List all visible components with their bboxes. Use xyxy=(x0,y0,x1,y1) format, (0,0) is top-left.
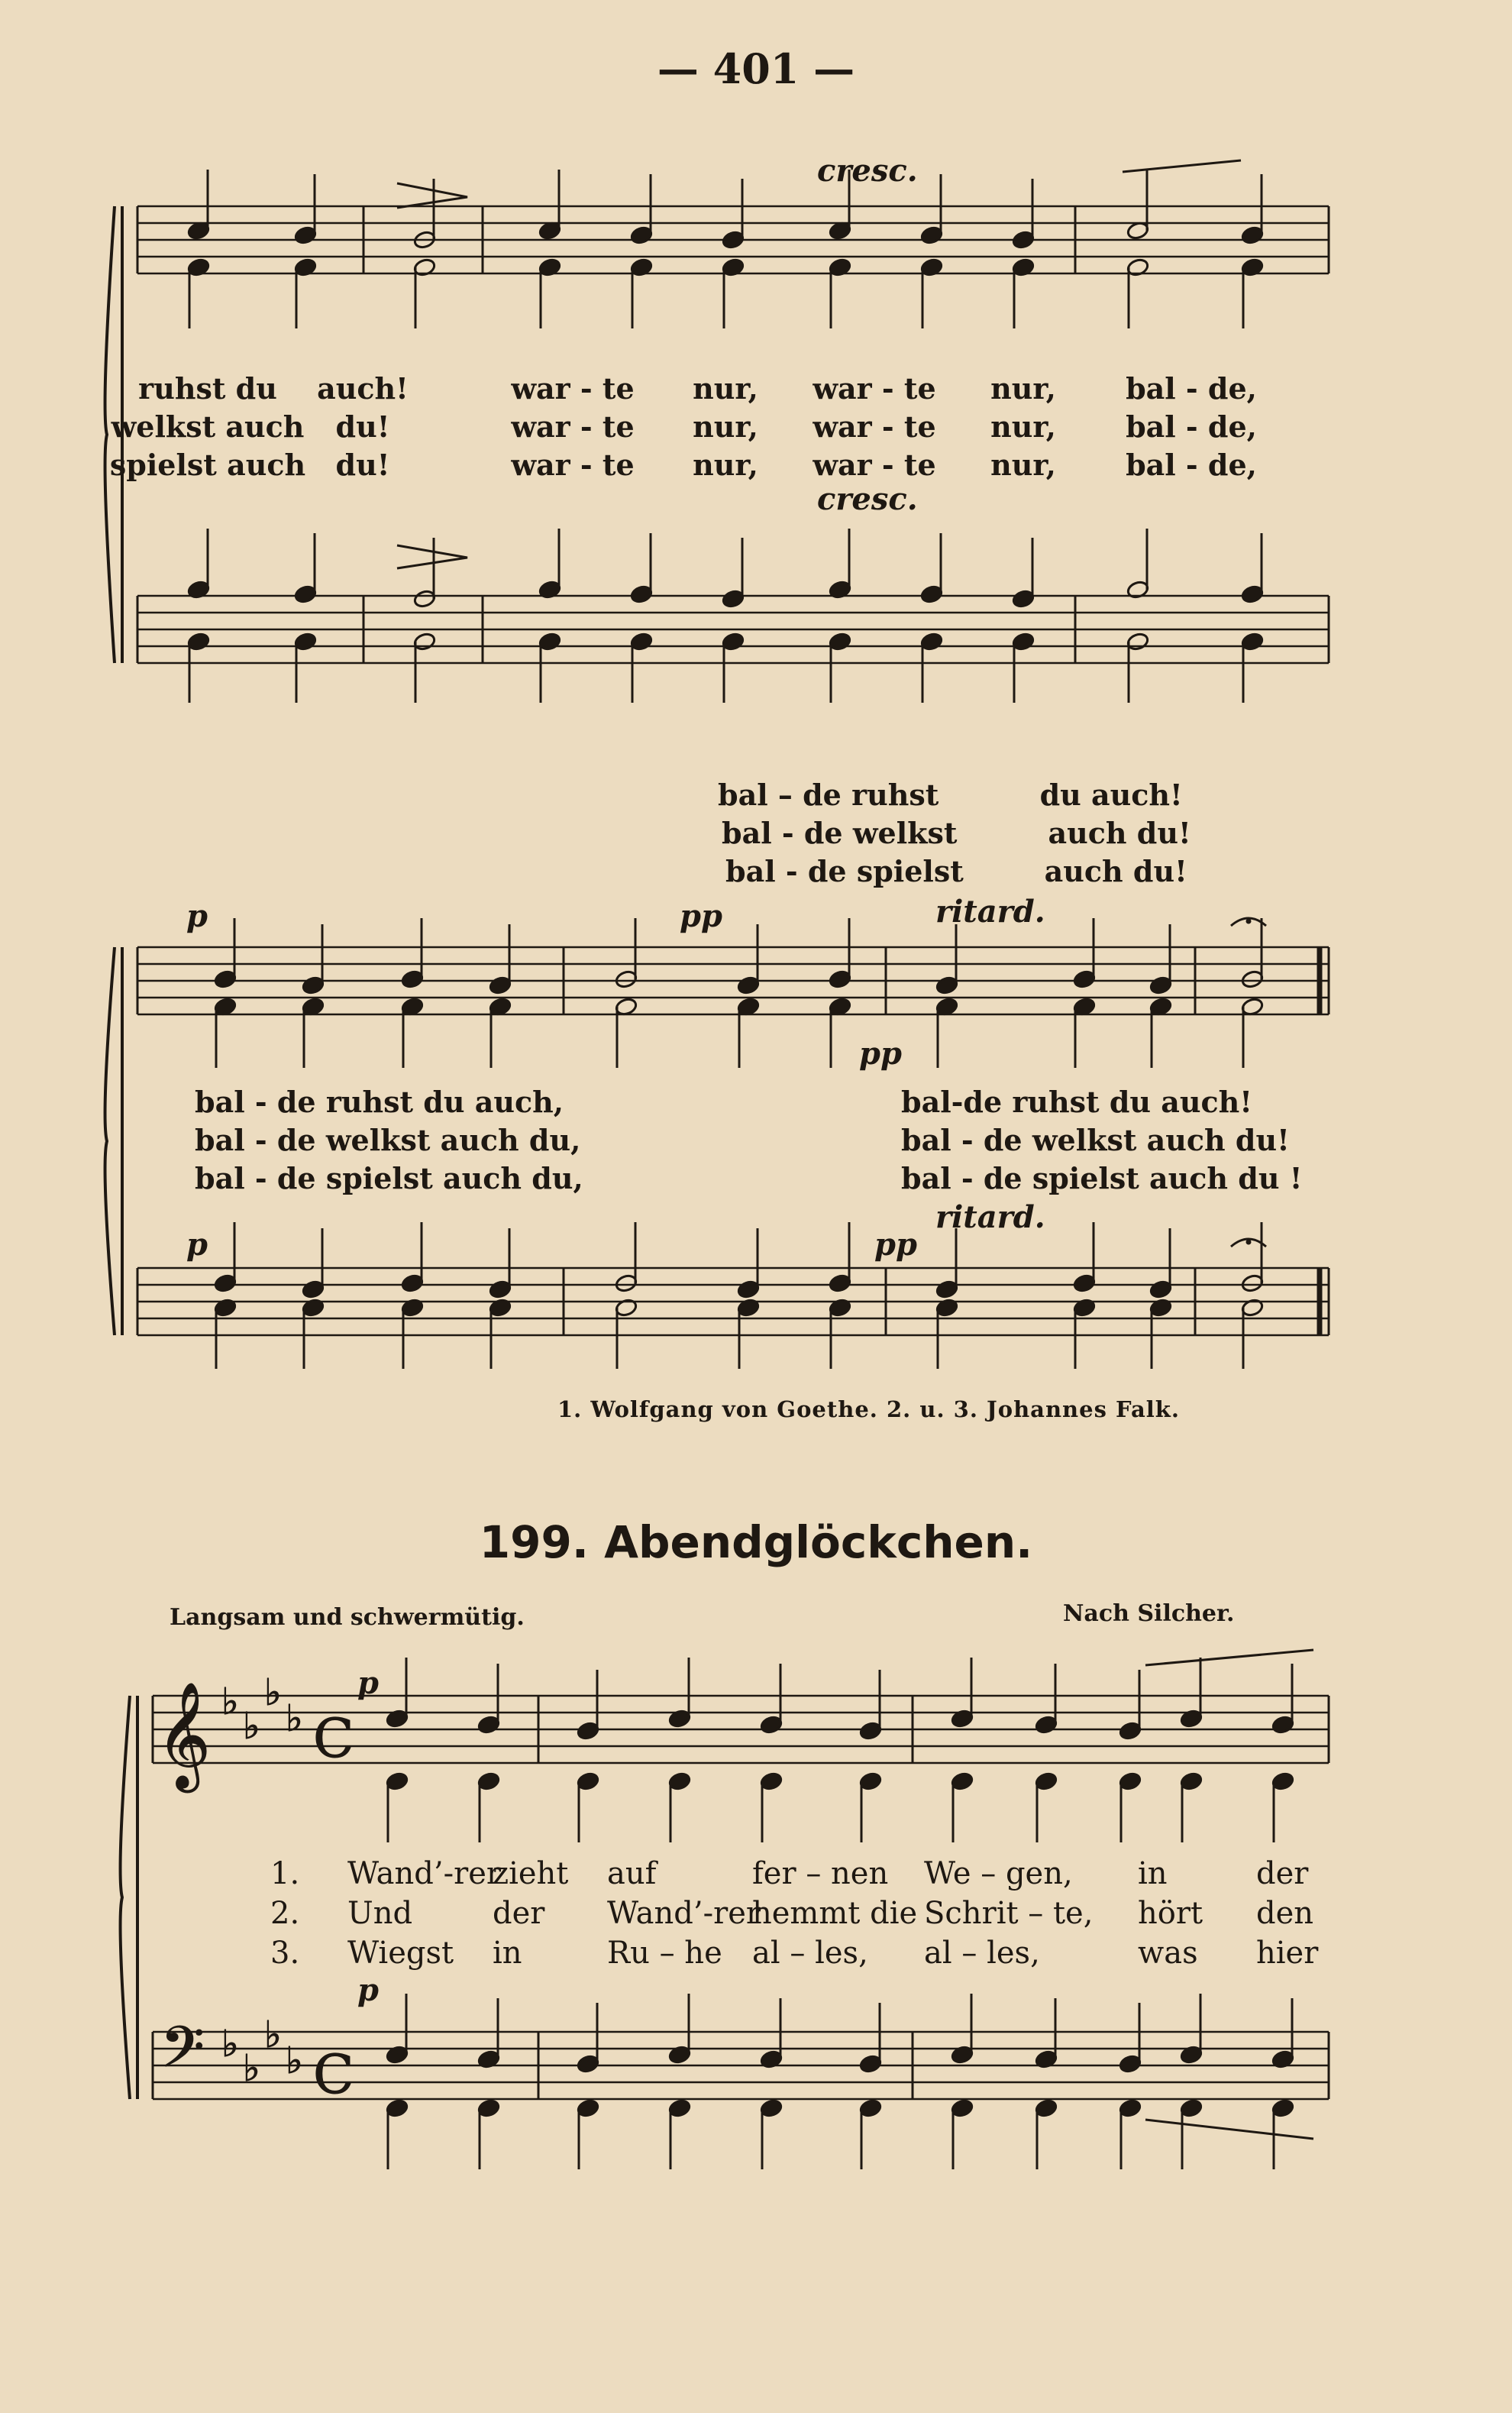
lyric-syllable: war - te xyxy=(511,448,635,482)
common-time-icon: C xyxy=(313,1707,354,1770)
lyric-syllable: war - te xyxy=(511,371,635,406)
ritard-marking: ritard. xyxy=(935,1199,1045,1235)
verse-word: hört xyxy=(1138,1896,1203,1931)
lyric-syllable: du! xyxy=(335,409,390,444)
verse-word: hier xyxy=(1256,1936,1319,1971)
piano-marking: p xyxy=(186,1227,208,1263)
brace xyxy=(105,947,115,1335)
lyric-line: bal - de welkst auch du! xyxy=(722,816,1191,850)
verse-word: in xyxy=(493,1936,522,1971)
verse-word: was xyxy=(1138,1936,1198,1971)
lyric-syllable: bal - de, xyxy=(1126,409,1257,444)
lyricist-credit: 1. Wolfgang von Goethe. 2. u. 3. Johannes Falk. xyxy=(557,1396,1180,1422)
verse-word: al – les, xyxy=(924,1936,1040,1971)
verse-word: Ru – he xyxy=(607,1936,722,1971)
lyric-syllable: welkst auch xyxy=(111,409,305,444)
verse-word: al – les, xyxy=(752,1936,868,1971)
lyric-syllable: bal - de, xyxy=(1126,448,1257,482)
piano-marking: p xyxy=(357,1972,379,2008)
lyric-syllable: nur, xyxy=(990,448,1056,482)
fermata xyxy=(1246,1240,1251,1244)
verse-word: Wand’-rer xyxy=(347,1856,501,1891)
flat-icon: ♭ xyxy=(286,1697,303,1740)
hairpin xyxy=(1145,2120,1313,2139)
verse-word: auf xyxy=(607,1856,657,1891)
lyric-syllable: war - te xyxy=(511,409,635,444)
verse-word: fer – nen xyxy=(752,1856,889,1891)
verse-word: in xyxy=(1138,1856,1168,1891)
bass-clef-icon: 𝄢 xyxy=(160,2014,205,2094)
lyric-syllable: war - te xyxy=(813,409,936,444)
composer-credit: Nach Silcher. xyxy=(1063,1600,1235,1627)
verse-word: der xyxy=(1256,1856,1309,1891)
verse-word: hemmt die xyxy=(752,1896,918,1931)
fermata xyxy=(1246,919,1251,923)
flat-icon: ♭ xyxy=(264,2014,282,2056)
flat-icon: ♭ xyxy=(264,1671,282,1714)
piano-marking: p xyxy=(357,1665,379,1701)
verse-word: Wiegst xyxy=(347,1936,454,1971)
tempo-marking: Langsam und schwermütig. xyxy=(170,1604,525,1631)
lyric-syllable: nur, xyxy=(693,409,758,444)
common-time-icon: C xyxy=(313,2043,354,2106)
flat-icon: ♭ xyxy=(286,2039,303,2082)
flat-icon: ♭ xyxy=(221,1680,239,1723)
ritard-marking: ritard. xyxy=(935,894,1045,930)
verse-word: We – gen, xyxy=(924,1856,1073,1891)
lyric-line: bal - de welkst auch du! xyxy=(901,1123,1290,1157)
cresc-marking: cresc. xyxy=(817,153,918,189)
flat-icon: ♭ xyxy=(243,2047,260,2090)
lyric-syllable: nur, xyxy=(990,409,1056,444)
verse-number: 2. xyxy=(270,1896,300,1931)
verse-word: Schrit – te, xyxy=(924,1896,1094,1931)
lyric-line: bal - de ruhst du auch, xyxy=(195,1085,564,1119)
lyric-syllable: war - te xyxy=(813,448,936,482)
lyric-syllable: nur, xyxy=(693,448,758,482)
flat-icon: ♭ xyxy=(243,1705,260,1748)
verse-number: 1. xyxy=(270,1856,300,1891)
lyric-syllable: ruhst du xyxy=(138,371,277,406)
lyric-syllable: bal - de, xyxy=(1126,371,1257,406)
lyric-line: bal-de ruhst du auch! xyxy=(901,1085,1252,1119)
cresc-marking: cresc. xyxy=(817,481,918,517)
lyric-syllable: war - te xyxy=(813,371,936,406)
flat-icon: ♭ xyxy=(221,2023,239,2065)
lyric-syllable: auch! xyxy=(317,371,409,406)
verse-word: der xyxy=(493,1896,545,1931)
lyric-syllable: nur, xyxy=(693,371,758,406)
lyric-line: bal - de welkst auch du, xyxy=(195,1123,581,1157)
pianissimo-marking: pp xyxy=(859,1036,902,1072)
hairpin xyxy=(1123,160,1241,172)
accent-mark xyxy=(397,183,467,208)
lyric-syllable: nur, xyxy=(990,371,1056,406)
lyric-line: bal - de spielst auch du! xyxy=(725,854,1187,888)
pianissimo-marking: pp xyxy=(680,898,722,934)
lyric-line: bal – de ruhst du auch! xyxy=(718,778,1183,812)
piano-marking: p xyxy=(186,898,208,934)
page-number: — 401 — xyxy=(657,44,855,93)
song-title: 199. Abendglöckchen. xyxy=(479,1516,1033,1568)
verse-word: Wand’-rer xyxy=(607,1896,761,1931)
lyric-line: bal - de spielst auch du, xyxy=(195,1161,583,1195)
verse-word: zieht xyxy=(493,1856,569,1891)
lyric-line: bal - de spielst auch du ! xyxy=(901,1161,1303,1195)
lyric-syllable: du! xyxy=(335,448,390,482)
verse-number: 3. xyxy=(270,1936,300,1971)
hairpin xyxy=(1145,1650,1313,1665)
verse-word: Und xyxy=(347,1896,413,1931)
accent-mark xyxy=(397,545,467,568)
brace xyxy=(121,1696,130,2099)
treble-clef-icon: 𝄞 xyxy=(157,1682,211,1788)
pianissimo-marking: pp xyxy=(874,1227,917,1263)
verse-word: den xyxy=(1256,1896,1314,1931)
lyric-syllable: spielst auch xyxy=(109,448,306,482)
